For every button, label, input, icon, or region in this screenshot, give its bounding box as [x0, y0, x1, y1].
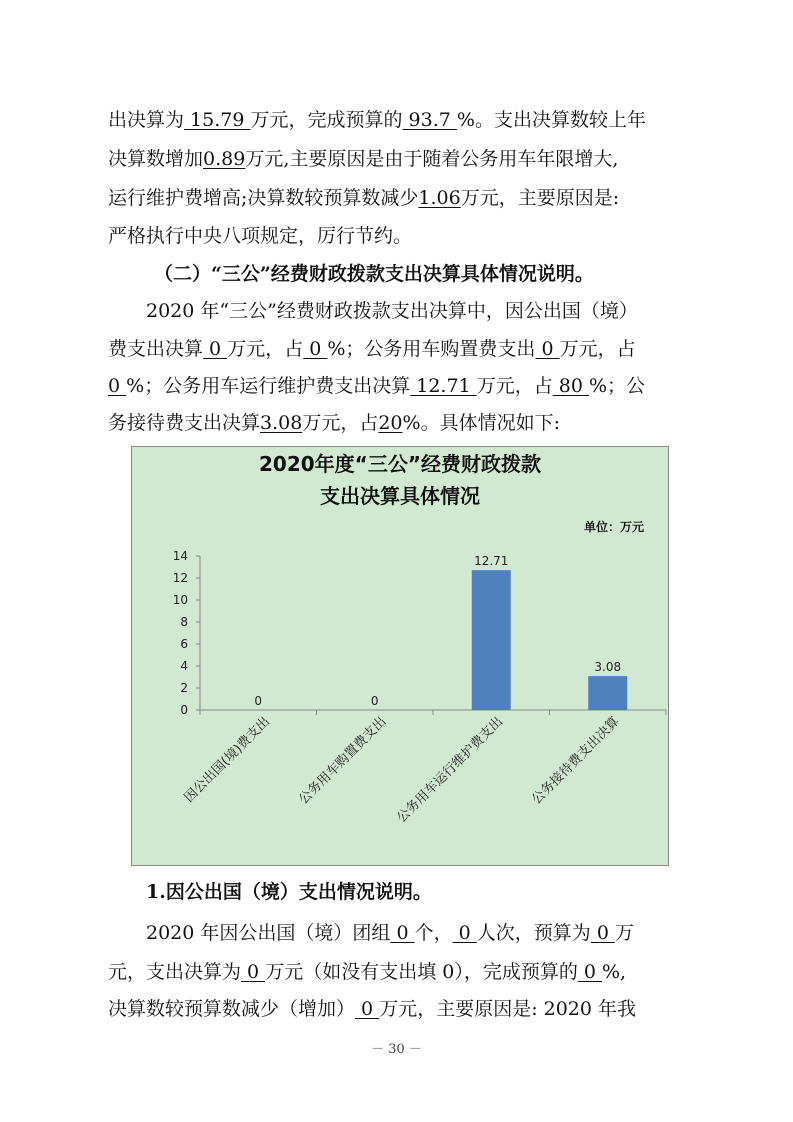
text: 出决算为 [108, 109, 185, 131]
y-tick-label: 12 [172, 571, 188, 585]
chart-title-line2: 支出决算具体情况 [320, 484, 480, 508]
underlined-value: 0 [203, 338, 228, 360]
section-heading: 1.因公出国（境）支出情况说明。 [146, 881, 432, 903]
x-category-label: 因公出国(境)费支出 [181, 714, 274, 806]
text: 万元（如没有支出填 0），完成预算的 [265, 961, 578, 983]
text: 人次，预算为 [476, 922, 591, 944]
text: 万元，占 [476, 375, 553, 397]
bar-chart-svg [132, 447, 668, 865]
paragraph-line [108, 997, 636, 1021]
data-label: 0 [370, 694, 379, 708]
text: 万元，占 [559, 338, 636, 360]
underlined-value: 0 [590, 922, 615, 944]
underlined-value: 1.06 [418, 187, 461, 209]
underlined-value: 12.71 [410, 375, 477, 397]
data-label: 12.71 [474, 554, 509, 569]
text: %。具体情况如下: [402, 412, 560, 434]
bar-chart [131, 446, 669, 866]
text: 万元，主要原因是: [460, 187, 620, 209]
underlined-value: 0.89 [203, 148, 246, 170]
underlined-value: 3.08 [260, 412, 303, 434]
text: 万 [614, 922, 634, 944]
text: 务接待费支出决算 [108, 412, 261, 434]
data-label: 3.08 [594, 660, 622, 675]
underlined-value: 0 [535, 338, 560, 360]
data-label: 0 [254, 694, 263, 708]
text: 万元，占 [227, 338, 304, 360]
underlined-value: 0 [452, 922, 477, 944]
text: %；公 [588, 375, 646, 397]
bar [472, 570, 511, 710]
x-category-label: 公务用车运行维护费支出 [394, 714, 507, 826]
y-tick-label: 2 [180, 681, 188, 695]
text: 决算数增加 [108, 148, 204, 170]
text: 费支出决算 [108, 338, 204, 360]
underlined-value: 0 [355, 998, 380, 1020]
underlined-value: 15.79 [184, 109, 251, 131]
y-tick-label: 10 [172, 593, 188, 607]
underlined-value: 0 [577, 961, 602, 983]
text: 万元，占 [302, 412, 379, 434]
y-tick-label: 4 [180, 659, 188, 673]
text: 万元，完成预算的 [250, 109, 403, 131]
y-tick-label: 14 [172, 549, 188, 563]
underlined-value: 93.7 [402, 109, 457, 131]
text: %。支出决算数较上年 [456, 109, 646, 131]
paragraph-line [108, 374, 645, 398]
x-category-label: 公务用车购置费支出 [296, 714, 390, 808]
underlined-value: 0 [303, 338, 328, 360]
y-tick-label: 8 [180, 615, 188, 629]
underlined-value: 0 [241, 961, 266, 983]
underlined-value: 20 [378, 412, 403, 434]
section-heading: （二）“三公”经费财政拨款支出决算具体情况说明。 [154, 263, 594, 285]
underlined-value: 0 [108, 375, 127, 397]
paragraph-line [108, 147, 618, 171]
paragraph-line [108, 337, 636, 361]
paragraph-line: 2020 年“三公”经费财政拨款支出决算中，因公出国（境） [146, 300, 638, 322]
chart-unit-label: 单位：万元 [583, 520, 644, 534]
underlined-value: 80 [552, 375, 589, 397]
page-number: － 30 － [371, 1042, 422, 1057]
text: 决算数较预算数减少（增加） [108, 998, 356, 1020]
chart-title-line1: 2020年度“三公”经费财政拨款 [259, 452, 541, 476]
underlined-value: 0 [390, 922, 415, 944]
text: 个， [414, 922, 453, 944]
paragraph-line [146, 921, 634, 945]
text: 元，支出决算为 [108, 961, 242, 983]
bar [588, 676, 627, 710]
paragraph-line [108, 960, 626, 984]
y-tick-label: 0 [180, 703, 188, 717]
text: 运行维护费增高;决算数较预算数减少 [108, 187, 419, 209]
paragraph-line [108, 411, 560, 435]
x-category-label: 公务接待费支出决算 [529, 714, 623, 808]
paragraph-line: 严格执行中央八项规定，厉行节约。 [108, 225, 413, 247]
text: %；公务用车运行维护费支出决算 [126, 375, 411, 397]
paragraph-line [108, 186, 619, 210]
text: 万元，主要原因是: 2020 年我 [379, 998, 637, 1020]
text: %；公务用车购置费支出 [327, 338, 536, 360]
text: 万元,主要原因是由于随着公务用车年限增大, [245, 148, 619, 170]
y-tick-label: 6 [180, 637, 188, 651]
paragraph-line [108, 108, 646, 132]
text: %, [602, 961, 627, 983]
text: 2020 年因公出国（境）团组 [146, 922, 391, 944]
